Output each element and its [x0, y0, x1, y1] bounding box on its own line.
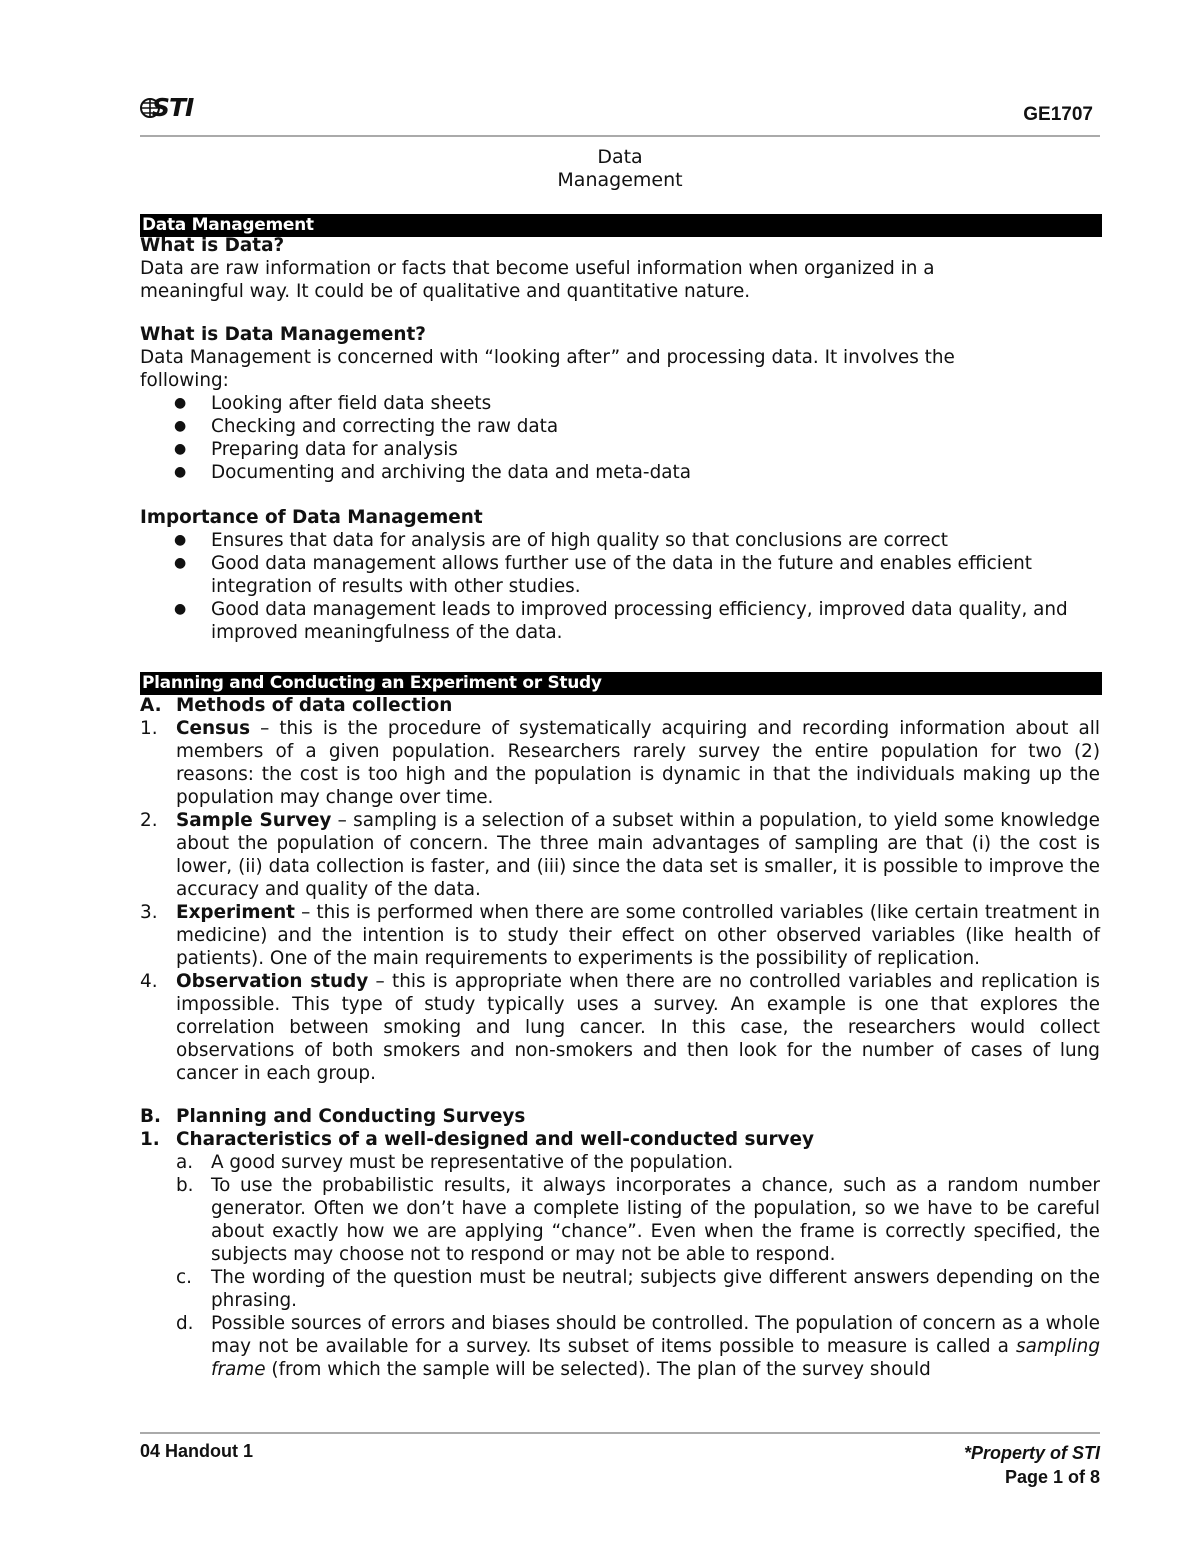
bullet-icon: ● [174, 532, 187, 548]
list-item: b. To use the probabilistic results, it always incorporates a chance, such as a random number generator. Often we don’t have a complete listing of the population, so we have to be careful about exactly how we are applying “chance”. Even when the frame is correctly specified, the subjects may choose not to respond or may not be able to respond. [176, 1175, 1100, 1265]
bullet-icon: ● [174, 418, 187, 434]
bullet-icon: ● [174, 464, 187, 480]
section-a-heading: A. Methods of data collection [140, 695, 453, 716]
what-is-data-heading: What is Data? [140, 235, 285, 256]
list-item: c. The wording of the question must be neutral; subjects give different answers depending on the phrasing. [176, 1267, 1100, 1311]
logo-text: STI [152, 93, 194, 122]
what-is-data-text-2: meaningful way. It could be of qualitative and quantitative nature. [140, 281, 751, 302]
list-item: ● Good data management allows further use of the data in the future and enables efficient integration of results with other studies. [174, 553, 1032, 597]
list-item: ● Looking after field data sheets [174, 393, 492, 414]
bullet-icon: ● [174, 395, 187, 411]
list-item: ● Checking and correcting the raw data [174, 416, 559, 437]
section1-body [140, 234, 1100, 644]
footer-rule [140, 1432, 1100, 1434]
section-b1-heading: 1. Characteristics of a well-designed and well-conducted survey [140, 1129, 814, 1150]
what-is-dm-heading: What is Data Management? [140, 324, 426, 345]
page-number: Page 1 of 8 [1004, 1467, 1100, 1487]
what-is-data-text-1: Data are raw information or facts that become useful information when organized in a [140, 258, 935, 279]
list-item: ● Documenting and archiving the data and meta-data [174, 462, 691, 483]
course-code: GE1707 [1023, 104, 1093, 125]
what-is-dm-text-1: Data Management is concerned with “looking after” and processing data. It involves the [140, 347, 955, 368]
title-line-1: Data [597, 146, 643, 168]
section2-body [140, 694, 1100, 1381]
list-item: a. A good survey must be representative of the population. [176, 1152, 734, 1173]
title-line-2: Management [557, 169, 683, 191]
list-item: ● Ensures that data for analysis are of high quality so that conclusions are correct [174, 530, 948, 551]
property-label: *Property of STI [963, 1443, 1100, 1463]
what-is-dm-text-2: following: [140, 370, 229, 391]
list-item: ● Good data management leads to improved processing efficiency, improved data quality, and improved meaningfulness of the data. [174, 599, 1068, 643]
section-bar-planning: Planning and Conducting an Experiment or Study [140, 672, 1102, 695]
list-item: 1. Census – this is the procedure of systematically acquiring and recording information about all members of a given population. Researchers rarely survey the entire population for two (2) reasons: the cost is too high and the population is dynamic in that the individuals making up the population may change over time. [140, 718, 1100, 808]
sti-logo [140, 92, 204, 124]
section-bar-data-management: Data Management [140, 214, 1102, 237]
bullet-icon: ● [174, 555, 187, 571]
list-item: 4. Observation study – this is appropriate when there are no controlled variables and replication is impossible. This type of study typically uses a survey. An example is one that explores the correlation between smoking and lung cancer. In this case, the researchers would collect observations of both smokers and non-smokers and then look for the number of cases of lung cancer in each group. [140, 971, 1100, 1084]
bullet-icon: ● [174, 601, 187, 617]
footer-right [964, 1441, 1100, 1489]
list-item: 2. Sample Survey – sampling is a selection of a subset within a population, to yield some knowledge about the population of concern. The three main advantages of sampling are that (i) the cost is lower, (ii) data collection is faster, and (iii) since the data set is smaller, it is possible to improve the accuracy and quality of the data. [140, 810, 1100, 900]
handout-label: 04 Handout 1 [140, 1441, 254, 1461]
list-item: 3. Experiment – this is performed when there are some controlled variables (like certain treatment in medicine) and the intention is to study their effect on other observed variables (like health of patients). One of the main requirements to experiments is the possibility of replication. [140, 902, 1100, 969]
importance-heading: Importance of Data Management [140, 507, 483, 528]
page-title [140, 146, 1100, 192]
list-item: ● Preparing data for analysis [174, 439, 458, 460]
list-item: d. Possible sources of errors and biases should be controlled. The population of concern as a whole may not be available for a survey. Its subset of items possible to measure is called a sampling frame (from which the sample will be selected). The plan of the survey should [176, 1313, 1100, 1380]
bullet-icon: ● [174, 441, 187, 457]
header-rule [140, 135, 1100, 137]
section-b-heading: B. Planning and Conducting Surveys [140, 1106, 526, 1127]
